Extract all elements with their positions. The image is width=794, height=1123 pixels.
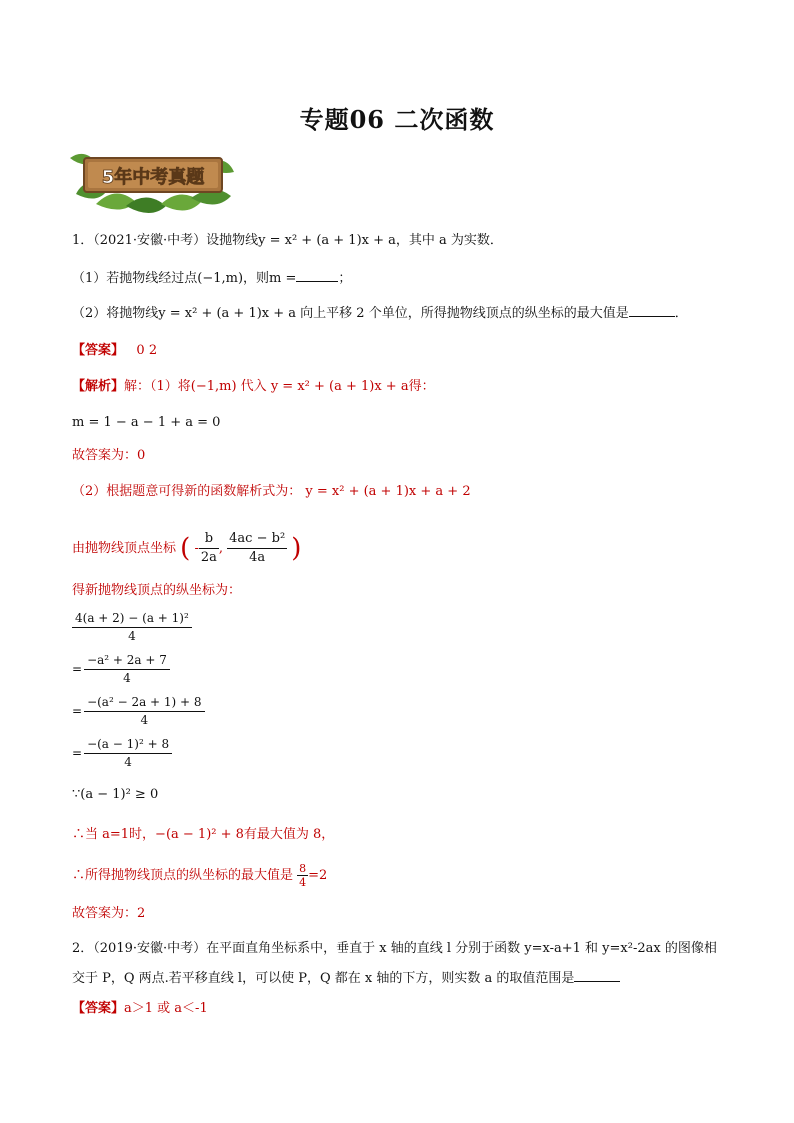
q1-part2: （2）将抛物线y = x² + (a + 1)x + a 向上平移 2 个单位，所得抛物线顶点的纵坐标的最大值是 ． xyxy=(72,306,688,321)
q1-analysis: 【解析】解：（1）将(−1,m) 代入 y = x² + (a + 1)x + a得： xyxy=(72,379,435,394)
therefore-line-2: ∴所得抛物线顶点的纵坐标的最大值是 $\frac{8}{4}$ =2 xyxy=(72,862,328,889)
q1-ans2: 故答案为：2 xyxy=(72,906,146,921)
therefore-line-1: ∴当 a=1时，−(a − 1)² + 8有最大值为 8， xyxy=(72,827,335,842)
q1-part1: （1）若抛物线经过点(−1,m)，则m = ； xyxy=(72,271,352,286)
q2-answer: 【答案】a＞1 或 a＜-1 xyxy=(72,1001,208,1016)
expr-4: = $\frac{\text{−(a − 1)² + 8}}{4}$ xyxy=(72,736,172,771)
page-title: 专题06 二次函数 xyxy=(299,105,495,134)
expr-2: = $\frac{\text{−a² + 2a + 7}}{4}$ xyxy=(72,652,170,687)
vertex-formula: 由抛物线顶点坐标 ( - $\frac{b}{2a}$ , $\frac{\text{4ac − b²}}{4a}$ ) xyxy=(72,531,302,565)
q1-ans1: 故答案为：0 xyxy=(72,448,146,463)
q1-step-m: m = 1 − a − 1 + a = 0 xyxy=(72,415,221,430)
answer-blank xyxy=(296,281,338,282)
q1-stem: 1．（2021·安徽·中考）设抛物线y = x² + (a + 1)x + a，其中 a 为实数． xyxy=(72,233,503,248)
q1-part2-solution: （2）根据题意可得新的函数解析式为： y = x² + (a + 1)x + a + 2 xyxy=(72,484,471,499)
q2-stem-line1: 2．（2019·安徽·中考）在平面直角坐标系中，垂直于 x 轴的直线 l 分别于函数 y=x-a+1 和 y=x²-2ax 的图像相 xyxy=(72,941,717,956)
q1-answer: 【答案】 0 2 xyxy=(72,343,158,358)
expr-1: $\frac{\text{4(a + 2) − (a + 1)²}}{4}$ xyxy=(72,610,192,645)
answer-blank xyxy=(629,316,675,317)
new-vertex-label: 得新抛物线顶点的纵坐标为： xyxy=(72,583,242,598)
because-line: ∵(a − 1)² ≥ 0 xyxy=(72,787,159,802)
answer-blank xyxy=(574,981,620,982)
expr-3: = $\frac{\text{−(a² − 2a + 1) + 8}}{4}$ xyxy=(72,694,205,729)
q2-stem-line2: 交于 P，Q 两点.若平移直线 l，可以使 P，Q 都在 x 轴的下方，则实数 a 的取值范围是 xyxy=(72,970,620,988)
badge-text: 5年中考真题 xyxy=(101,167,205,188)
section-badge xyxy=(66,144,238,220)
